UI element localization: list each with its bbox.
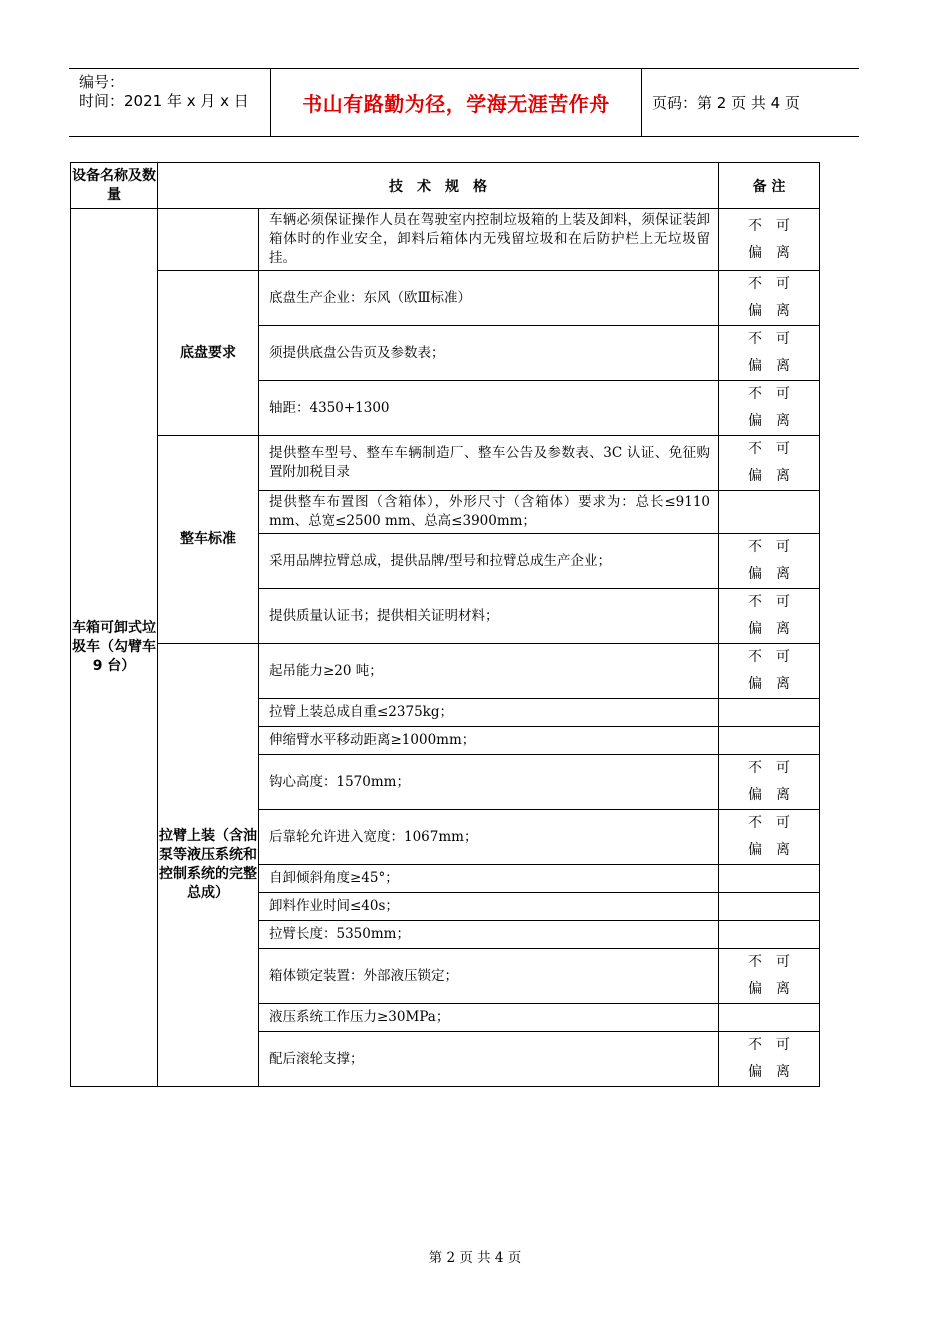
note-line2: 偏 离	[748, 566, 790, 582]
note-line2: 偏 离	[748, 413, 790, 429]
table-row	[71, 644, 820, 699]
note-line1: 不 可	[748, 954, 790, 970]
header-spec: 技 术 规 格	[158, 163, 719, 209]
table-row	[71, 436, 820, 491]
note-cell	[719, 436, 820, 491]
note-cell	[719, 949, 820, 1004]
note-cell	[719, 491, 820, 534]
document-number-label: 编号：	[79, 73, 125, 91]
spec-cell: 提供质量认证书；提供相关证明材料；	[259, 589, 719, 644]
note-cell	[719, 865, 820, 893]
note-line2: 偏 离	[748, 981, 790, 997]
note-line2: 偏 离	[748, 244, 790, 261]
note-cell	[719, 326, 820, 381]
header-note: 备 注	[719, 163, 820, 209]
note-cell	[719, 699, 820, 727]
spec-cell: 须提供底盘公告页及参数表；	[259, 326, 719, 381]
note-line1: 不 可	[748, 649, 790, 665]
note-line1: 不 可	[748, 539, 790, 555]
note-cell	[719, 727, 820, 755]
page-footer: 第 2 页 共 4 页	[428, 1250, 522, 1266]
header-meta	[69, 69, 271, 136]
group-blank	[158, 209, 259, 271]
note-line1: 不 可	[748, 594, 790, 610]
note-line1: 不 可	[748, 441, 790, 457]
note-line2: 偏 离	[748, 621, 790, 637]
note-line2: 偏 离	[748, 676, 790, 692]
spec-cell: 车辆必须保证操作人员在驾驶室内控制垃圾箱的上装及卸料，须保证装卸箱体时的作业安全，卸料后箱体内无残留垃圾和在后防护栏上无垃圾留挂。	[259, 209, 719, 271]
note-line1: 不 可	[748, 1037, 790, 1053]
note-line2: 偏 离	[748, 1064, 790, 1080]
note-line1: 不 可	[748, 331, 790, 347]
spec-cell: 提供整车型号、整车车辆制造厂、整车公告及参数表、3C 认证、免征购置附加税目录	[259, 436, 719, 491]
note-cell	[719, 921, 820, 949]
spec-cell: 伸缩臂水平移动距离≥1000mm；	[259, 727, 719, 755]
spec-cell: 拉臂上装总成自重≤2375kg；	[259, 699, 719, 727]
note-line1: 不 可	[748, 386, 790, 402]
header-slogan: 书山有路勤为径，学海无涯苦作舟	[271, 69, 642, 136]
spec-cell: 提供整车布置图（含箱体），外形尺寸（含箱体）要求为：总长≤9110 mm、总宽≤2500 mm、总高≤3900mm；	[259, 491, 719, 534]
spec-table	[70, 162, 820, 1087]
note-line2: 偏 离	[748, 787, 790, 803]
note-cell	[719, 589, 820, 644]
note-line2: 偏 离	[748, 842, 790, 858]
group-arm: 拉臂上装（含油泵等液压系统和控制系统的完整总成）	[158, 644, 259, 1087]
note-line1: 不 可	[748, 760, 790, 776]
spec-cell: 卸料作业时间≤40s；	[259, 893, 719, 921]
group-chassis: 底盘要求	[158, 271, 259, 436]
table-row	[71, 271, 820, 326]
document-time-label: 时间：2021 年 x 月 x 日	[79, 92, 249, 110]
page-header	[69, 68, 859, 137]
spec-cell: 箱体锁定装置：外部液压锁定；	[259, 949, 719, 1004]
spec-cell: 液压系统工作压力≥30MPa；	[259, 1004, 719, 1032]
spec-cell: 拉臂长度：5350mm；	[259, 921, 719, 949]
note-line1: 不 可	[748, 217, 790, 234]
note-cell	[719, 755, 820, 810]
note-line2: 偏 离	[748, 358, 790, 374]
note-cell	[719, 381, 820, 436]
group-vehicle: 整车标准	[158, 436, 259, 644]
table-header-row	[71, 163, 820, 209]
equipment-name: 车箱可卸式垃圾车（勾臂车 9 台）	[71, 209, 158, 1087]
note-line2: 偏 离	[748, 468, 790, 484]
note-cell	[719, 534, 820, 589]
note-cell	[719, 271, 820, 326]
spec-cell: 自卸倾斜角度≥45°；	[259, 865, 719, 893]
note-cell	[719, 1032, 820, 1087]
note-line1: 不 可	[748, 276, 790, 292]
spec-cell: 钩心高度：1570mm；	[259, 755, 719, 810]
spec-cell: 底盘生产企业：东风（欧Ⅲ标准）	[259, 271, 719, 326]
note-line2: 偏 离	[748, 303, 790, 319]
note-line1: 不 可	[748, 815, 790, 831]
spec-cell: 配后滚轮支撑；	[259, 1032, 719, 1087]
spec-cell: 轴距：4350+1300	[259, 381, 719, 436]
header-page-info: 页码：第 2 页 共 4 页	[652, 94, 800, 112]
note-cell	[719, 644, 820, 699]
note-cell	[719, 810, 820, 865]
spec-cell: 采用品牌拉臂总成，提供品牌/型号和拉臂总成生产企业；	[259, 534, 719, 589]
spec-cell: 后靠轮允许进入宽度：1067mm；	[259, 810, 719, 865]
note-cell	[719, 893, 820, 921]
spec-cell: 起吊能力≥20 吨；	[259, 644, 719, 699]
table-row	[71, 209, 820, 271]
header-equipment: 设备名称及数量	[71, 163, 158, 209]
note-cell	[719, 209, 820, 271]
note-cell	[719, 1004, 820, 1032]
